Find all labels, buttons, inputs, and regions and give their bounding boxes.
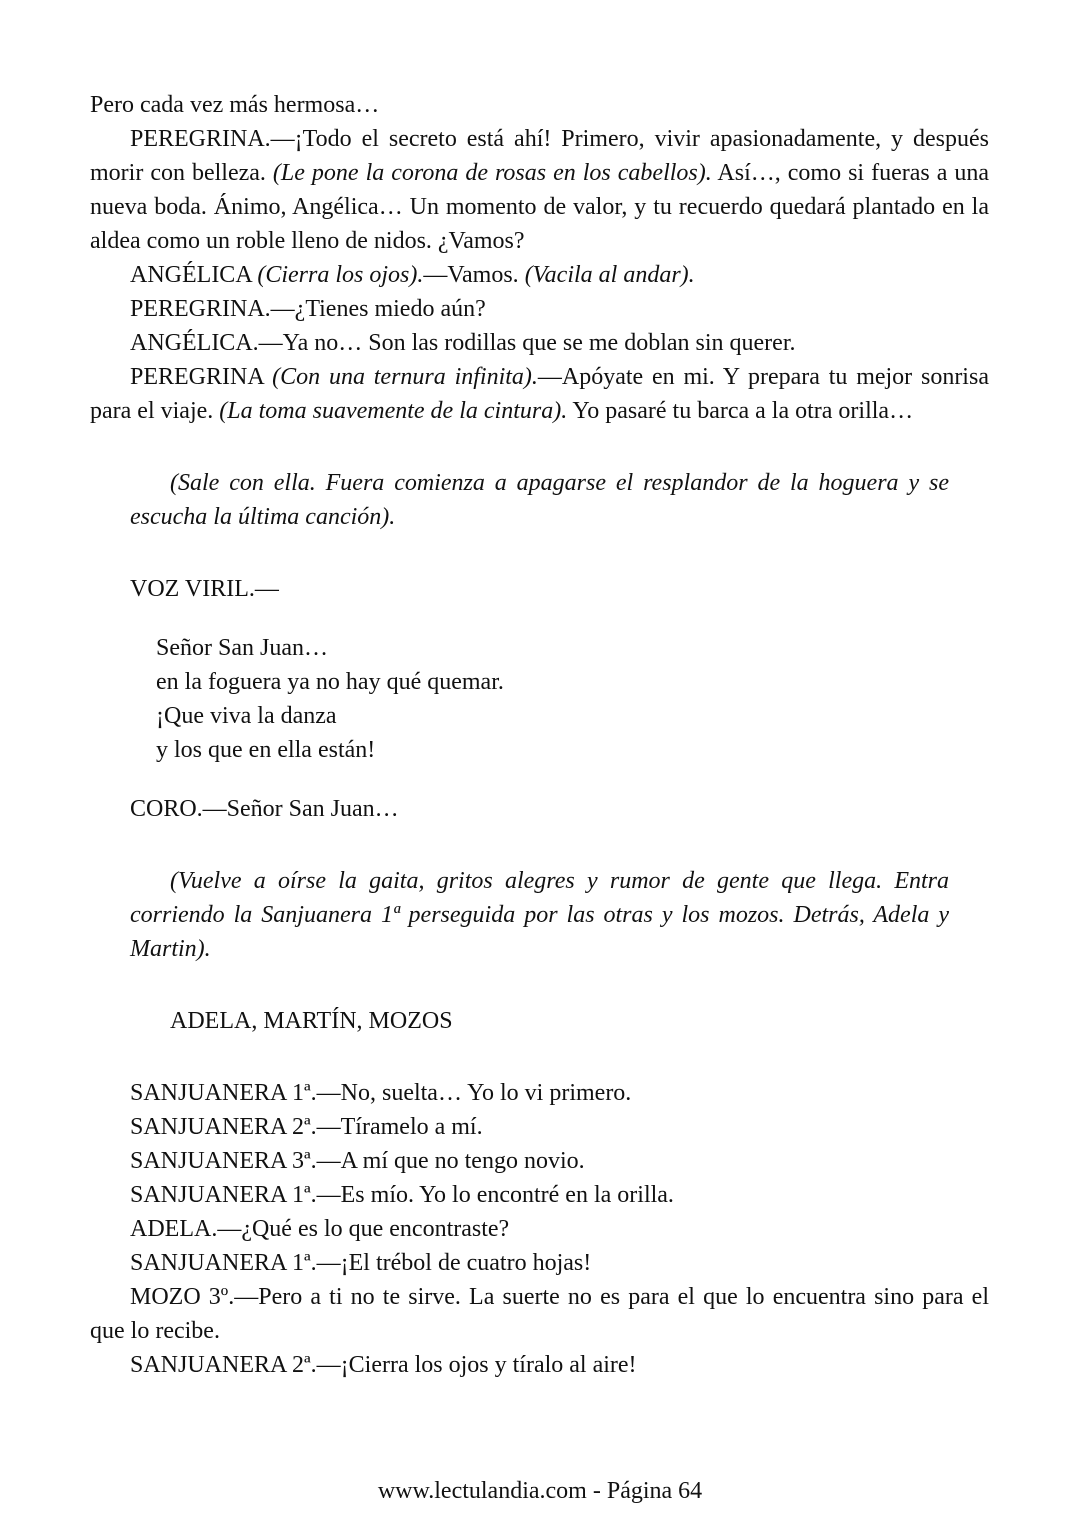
dialogue-line: SANJUANERA 1ª.—Es mío. Yo lo encontré en la orilla. xyxy=(130,1182,674,1208)
song-verse xyxy=(90,631,989,767)
dialogue-peregrina-2 xyxy=(90,360,989,428)
dialogue-text: —¡Todo el secreto está ahí! Primero, vivir apasionadamente, y después morir con belleza. xyxy=(90,126,989,186)
dialogue-line: MOZO 3º.—Pero a ti no te sirve. La suerte no es para el que lo encuentra sino para el que lo recibe. xyxy=(90,1284,989,1344)
coro-line: CORO.—Señor San Juan… xyxy=(130,796,399,822)
stage-direction-inline: (Cierra los ojos). xyxy=(257,262,424,288)
stage-direction-inline: (Con una ternura infinita). xyxy=(272,364,538,390)
dialogue-line: SANJUANERA 1ª.—No, suelta… Yo lo vi primero. xyxy=(130,1080,632,1106)
dialogue-angelica-1 xyxy=(90,258,989,292)
stage-direction-inline: (La toma suavemente de la cintura). xyxy=(219,398,568,424)
stage-direction-inline: (Le pone la corona de rosas en los cabellos). xyxy=(272,160,712,186)
verse-line: y los que en ella están! xyxy=(156,737,376,763)
stage-direction-block: (Sale con ella. Fuera comienza a apagarse el resplandor de la hoguera y se escucha la última canción). xyxy=(130,470,949,530)
dialogue-line: ADELA.—¿Qué es lo que encontraste? xyxy=(130,1216,510,1242)
page-body xyxy=(90,88,989,1382)
dialogue-peregrina-1 xyxy=(90,122,989,258)
dialogue-line: SANJUANERA 1ª.—¡El trébol de cuatro hojas! xyxy=(130,1250,592,1276)
stage-direction-block: (Vuelve a oírse la gaita, gritos alegres y rumor de gente que llega. Entra corriendo la Sanjuanera 1ª perseguida por las otras y los mozos. Detrás, Adela y Martin). xyxy=(130,868,949,962)
dialogue-line: SANJUANERA 3ª.—A mí que no tengo novio. xyxy=(130,1148,585,1174)
speaker: PEREGRINA. xyxy=(130,126,271,152)
speaker: ANGÉLICA xyxy=(130,262,258,288)
page-footer: www.lectulandia.com - Página 64 xyxy=(377,1478,703,1504)
dialogue-text: —Apóyate en mi. Y prepara tu mejor sonrisa para el viaje. xyxy=(90,364,989,424)
dialogue-text: Así…, como si fueras a una nueva boda. Ánimo, Angélica… Un momento de valor, y tu recuerdo quedará plantado en la aldea como un roble lleno de nidos. ¿Vamos? xyxy=(90,160,990,254)
verse-line: Señor San Juan… xyxy=(156,635,328,661)
dialogue-line: SANJUANERA 2ª.—¡Cierra los ojos y tíralo al aire! xyxy=(130,1352,637,1378)
characters-entering: ADELA, MARTÍN, MOZOS xyxy=(170,1008,453,1034)
text-line: Pero cada vez más hermosa… xyxy=(90,92,380,118)
verse-line: en la foguera ya no hay qué quemar. xyxy=(156,669,504,695)
voz-viril-line: VOZ VIRIL.— xyxy=(130,576,279,602)
speaker: PEREGRINA xyxy=(130,364,273,390)
dialogue-text: Yo pasaré tu barca a la otra orilla… xyxy=(567,398,914,424)
verse-line: ¡Que viva la danza xyxy=(156,703,337,729)
dialogue-text: —Vamos. xyxy=(423,262,525,288)
stage-direction-inline: (Vacila al andar). xyxy=(524,262,695,288)
dialogue-line: PEREGRINA.—¿Tienes miedo aún? xyxy=(130,296,486,322)
dialogue-line: SANJUANERA 2ª.—Tíramelo a mí. xyxy=(130,1114,483,1140)
dialogue-line: ANGÉLICA.—Ya no… Son las rodillas que se me doblan sin querer. xyxy=(130,330,796,356)
